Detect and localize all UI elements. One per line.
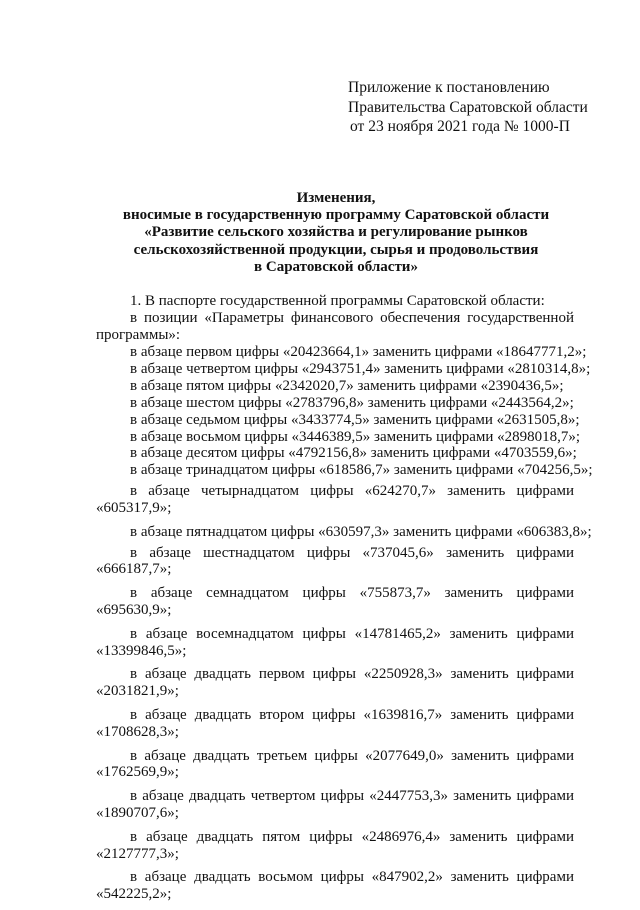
list-item: в абзаце первом цифры «20423664,1» заменить цифрами «18647771,2»; bbox=[130, 343, 587, 360]
list-item: в абзаце седьмом цифры «3433774,5» заменить цифрами «2631505,8»; bbox=[130, 411, 580, 428]
title-line: вносимые в государственную программу Саратовской области bbox=[122, 207, 550, 224]
list-item-line: в абзаце шестнадцатом цифры «737045,6» заменить цифрами bbox=[130, 544, 574, 561]
list-item bbox=[96, 523, 592, 541]
list-item-continuation: «1708628,3»; bbox=[96, 723, 179, 740]
list-item bbox=[96, 788, 574, 822]
list-item: в абзаце десятом цифры «4792156,8» заменить цифрами «4703559,6»; bbox=[130, 445, 577, 462]
list-item-line: в абзаце двадцать втором цифры «1639816,7» заменить цифрами bbox=[130, 707, 574, 724]
title-line: «Развитие сельского хозяйства и регулирование рынков bbox=[144, 224, 528, 241]
section-heading: 1. В паспорте государственной программы Саратовской области: bbox=[130, 293, 545, 309]
list-item-line: в абзаце двадцать третьем цифры «2077649,0» заменить цифрами bbox=[130, 747, 574, 764]
list-item-continuation: «542225,2»; bbox=[96, 886, 172, 903]
list-item bbox=[96, 869, 574, 903]
list-item bbox=[96, 666, 574, 700]
list-item-continuation: «695630,9»; bbox=[96, 602, 172, 619]
list-item-line: в абзаце семнадцатом цифры «755873,7» заменить цифрами bbox=[130, 585, 574, 602]
title-line: Изменения, bbox=[296, 190, 376, 206]
list-item-line: в абзаце двадцать пятом цифры «2486976,4» заменить цифрами bbox=[130, 828, 574, 845]
list-item-line: в абзаце пятнадцатом цифры «630597,3» заменить цифрами «606383,8»; bbox=[130, 523, 592, 540]
list-item-continuation: «1890707,6»; bbox=[96, 805, 179, 822]
list-item-line: в абзаце двадцать четвертом цифры «2447753,3» заменить цифрами bbox=[130, 788, 574, 805]
list-item: в абзаце тринадцатом цифры «618586,7» заменить цифрами «704256,5»; bbox=[130, 462, 593, 479]
header-line: Приложение к постановлению bbox=[348, 79, 550, 96]
list-item bbox=[96, 748, 574, 782]
list-item-continuation: «605317,9»; bbox=[96, 500, 172, 517]
list-item: в абзаце шестом цифры «2783796,8» заменить цифрами «2443564,2»; bbox=[130, 394, 574, 411]
list-item-continuation: «13399846,5»; bbox=[96, 642, 187, 659]
header-line: от 23 ноября 2021 года № 1000-П bbox=[350, 118, 570, 135]
paragraph-line: программы»: bbox=[96, 326, 181, 343]
list-item bbox=[96, 545, 574, 579]
list-item bbox=[96, 829, 574, 863]
document-body bbox=[96, 293, 593, 910]
document-title bbox=[96, 190, 576, 276]
list-item-line: в абзаце двадцать восьмом цифры «847902,2» заменить цифрами bbox=[130, 869, 574, 886]
title-line: сельскохозяйственной продукции, сырья и продовольствия bbox=[133, 241, 539, 258]
list-item bbox=[96, 707, 574, 741]
list-item: в абзаце восьмом цифры «3446389,5» заменить цифрами «2898018,7»; bbox=[130, 428, 581, 445]
appendix-header bbox=[348, 78, 588, 137]
list-item-line: в абзаце восемнадцатом цифры «14781465,2» заменить цифрами bbox=[130, 625, 574, 642]
list-item-continuation: «2031821,9»; bbox=[96, 683, 179, 700]
list-item: в абзаце пятом цифры «2342020,7» заменить цифрами «2390436,5»; bbox=[130, 377, 564, 394]
list-item bbox=[96, 626, 574, 660]
list-item-continuation: «2127777,3»; bbox=[96, 845, 179, 862]
paragraph-line: в позиции «Параметры финансового обеспечения государственной bbox=[130, 309, 574, 326]
list-item-continuation: «666187,7»; bbox=[96, 561, 172, 578]
list-item-line: в абзаце двадцать первом цифры «2250928,3» заменить цифрами bbox=[130, 666, 574, 683]
list-item bbox=[96, 483, 574, 517]
title-line: в Саратовской области» bbox=[254, 258, 418, 275]
list-item bbox=[96, 585, 574, 619]
list-item: в абзаце четвертом цифры «2943751,4» заменить цифрами «2810314,8»; bbox=[130, 360, 591, 377]
list-item-line: в абзаце четырнадцатом цифры «624270,7» заменить цифрами bbox=[130, 483, 574, 500]
header-line: Правительства Саратовской области bbox=[348, 98, 588, 116]
list-item-continuation: «1762569,9»; bbox=[96, 764, 179, 781]
